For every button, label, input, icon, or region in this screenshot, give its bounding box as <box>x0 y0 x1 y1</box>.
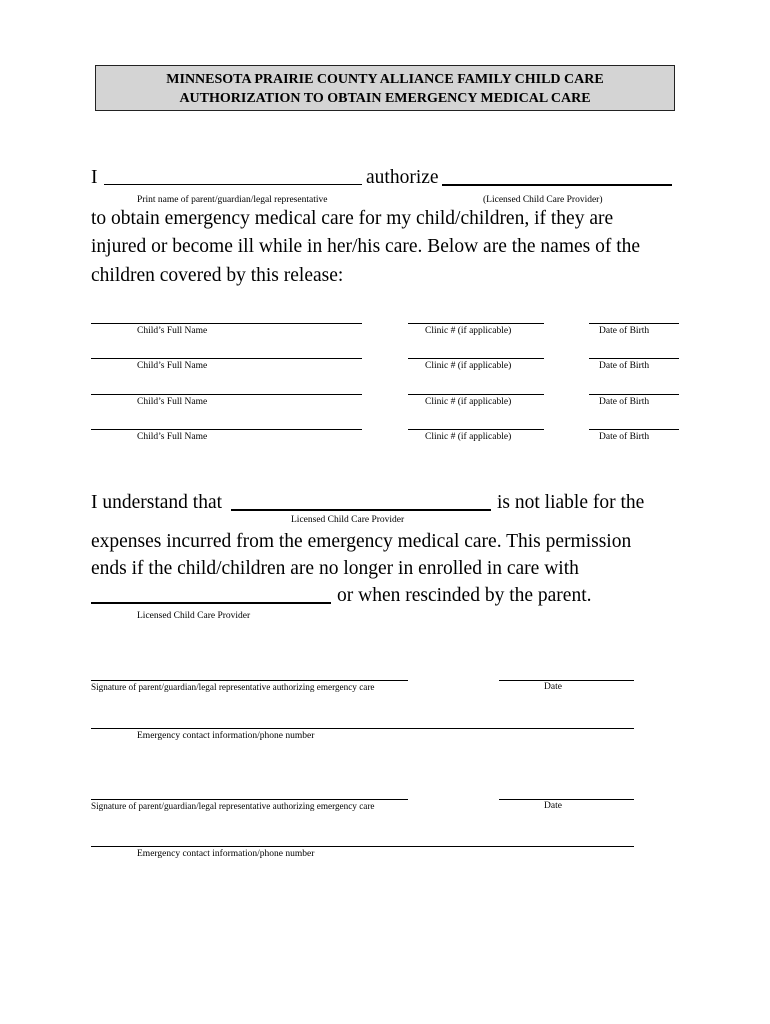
child-name-caption: Child’s Full Name <box>137 432 208 442</box>
paragraph1-line3: children covered by this release: <box>91 265 344 286</box>
clinic-number-field[interactable] <box>408 429 544 430</box>
liability-prefix: I understand that <box>91 492 223 513</box>
paragraph1-line1: to obtain emergency medical care for my child/children, if they are <box>91 208 614 229</box>
signature-date-caption: Date <box>544 682 562 692</box>
child-name-field[interactable] <box>91 394 362 395</box>
parent-name-caption: Print name of parent/guardian/legal representative <box>137 195 328 205</box>
date-of-birth-field[interactable] <box>589 323 679 324</box>
authorize-prefix: I <box>91 167 98 188</box>
signature-field[interactable] <box>91 799 408 800</box>
date-of-birth-field[interactable] <box>589 429 679 430</box>
rescind-provider-field[interactable] <box>91 602 331 604</box>
signature-caption: Signature of parent/guardian/legal representative authorizing emergency care <box>91 682 375 692</box>
signature-date-field[interactable] <box>499 799 634 800</box>
paragraph2-line2: ends if the child/children are no longer in enrolled in care with <box>91 558 579 579</box>
form-title-line2: AUTHORIZATION TO OBTAIN EMERGENCY MEDICAL CARE <box>179 91 591 106</box>
clinic-number-field[interactable] <box>408 358 544 359</box>
provider-name-field[interactable] <box>442 184 672 186</box>
signature-date-field[interactable] <box>499 680 634 681</box>
clinic-number-field[interactable] <box>408 323 544 324</box>
rescind-suffix: or when rescinded by the parent. <box>337 585 592 606</box>
authorize-word: authorize <box>366 167 439 188</box>
date-of-birth-caption: Date of Birth <box>599 361 650 371</box>
clinic-number-field[interactable] <box>408 394 544 395</box>
liability-suffix: is not liable for the <box>497 492 645 513</box>
child-name-field[interactable] <box>91 429 362 430</box>
emergency-contact-caption: Emergency contact information/phone number <box>137 731 315 741</box>
clinic-number-caption: Clinic # (if applicable) <box>425 397 512 407</box>
child-name-field[interactable] <box>91 358 362 359</box>
child-name-caption: Child’s Full Name <box>137 397 208 407</box>
child-name-field[interactable] <box>91 323 362 324</box>
child-name-caption: Child’s Full Name <box>137 361 208 371</box>
paragraph2-line1: expenses incurred from the emergency medical care. This permission <box>91 531 632 552</box>
form-title-line1: MINNESOTA PRAIRIE COUNTY ALLIANCE FAMILY CHILD CARE <box>166 72 604 87</box>
liability-provider-caption: Licensed Child Care Provider <box>291 515 405 525</box>
emergency-contact-caption: Emergency contact information/phone number <box>137 849 315 859</box>
signature-date-caption: Date <box>544 801 562 811</box>
provider-name-caption: (Licensed Child Care Provider) <box>483 195 603 205</box>
date-of-birth-caption: Date of Birth <box>599 326 650 336</box>
rescind-provider-caption: Licensed Child Care Provider <box>137 611 251 621</box>
paragraph1-line2: injured or become ill while in her/his care. Below are the names of the <box>91 236 641 257</box>
liability-provider-field[interactable] <box>231 509 491 511</box>
clinic-number-caption: Clinic # (if applicable) <box>425 326 512 336</box>
parent-name-field[interactable] <box>104 184 362 185</box>
date-of-birth-caption: Date of Birth <box>599 432 650 442</box>
signature-caption: Signature of parent/guardian/legal representative authorizing emergency care <box>91 801 375 811</box>
clinic-number-caption: Clinic # (if applicable) <box>425 361 512 371</box>
date-of-birth-field[interactable] <box>589 394 679 395</box>
date-of-birth-caption: Date of Birth <box>599 397 650 407</box>
date-of-birth-field[interactable] <box>589 358 679 359</box>
signature-field[interactable] <box>91 680 408 681</box>
emergency-contact-field[interactable] <box>91 728 634 729</box>
clinic-number-caption: Clinic # (if applicable) <box>425 432 512 442</box>
form-title-box <box>95 65 675 111</box>
emergency-contact-field[interactable] <box>91 846 634 847</box>
child-name-caption: Child’s Full Name <box>137 326 208 336</box>
